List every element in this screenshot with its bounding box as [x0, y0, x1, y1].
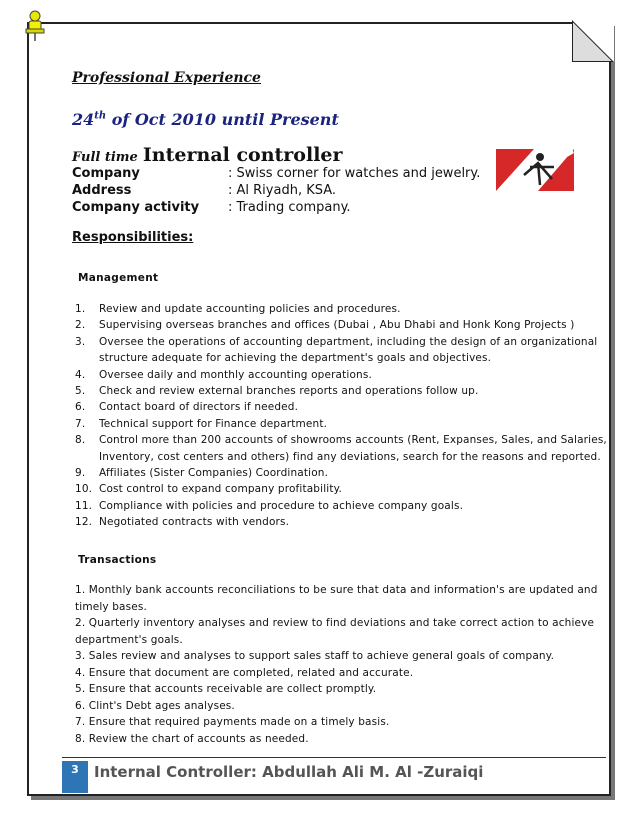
list-item: department's goals.: [75, 633, 183, 646]
transactions-heading: Transactions: [78, 554, 157, 566]
date-range: 24th of Oct 2010 until Present: [72, 110, 339, 129]
list-item: 7. Ensure that required payments made on a timely basis.: [75, 716, 390, 728]
footer-text: Internal Controller: Abdullah Ali M. Al -Zuraiqi: [94, 763, 484, 781]
page-number: 3: [62, 761, 88, 793]
job-heading: [72, 144, 343, 166]
management-heading: Management: [78, 272, 159, 284]
company-logo: [494, 145, 576, 195]
list-item: 3. Sales review and analyses to support sales staff to achieve general goals of company.: [75, 650, 555, 662]
responsibilities-title: Responsibilities:: [72, 230, 194, 245]
list-item: 4. Ensure that document are completed, related and accurate.: [75, 666, 414, 679]
footer-divider: [62, 757, 606, 758]
pushpin-icon: [22, 10, 52, 42]
list-item: 1. Monthly bank accounts reconciliations to be sure that data and information's are updated and: [75, 584, 598, 596]
list-item: 8. Review the chart of accounts as needed.: [75, 732, 309, 745]
list-item: timely bases.: [75, 600, 147, 613]
page-fold-icon: [572, 20, 614, 62]
list-item: 5. Ensure that accounts receivable are collect promptly.: [75, 683, 377, 695]
list-item: 6. Clint's Debt ages analyses.: [75, 699, 235, 712]
list-item: 2. Quarterly inventory analyses and review to find deviations and take correct action to achieve: [75, 617, 595, 629]
job-type: Full time: [72, 150, 138, 165]
section-title: Professional Experience: [72, 70, 261, 86]
job-title: Internal controller: [142, 144, 343, 166]
